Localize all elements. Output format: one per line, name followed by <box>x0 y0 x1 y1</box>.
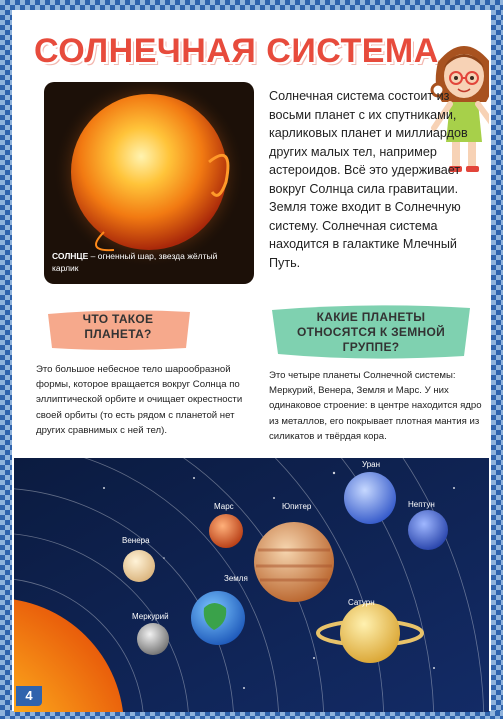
q1-heading: ЧТО ТАКОЕ ПЛАНЕТА? <box>82 312 154 341</box>
label-mars: Марс <box>214 502 234 511</box>
label-jupiter: Юпитер <box>282 502 312 511</box>
sun-caption-text: – огненный шар, звезда жёлтый карлик <box>52 251 218 273</box>
label-earth: Земля <box>224 574 248 583</box>
jupiter-planet <box>254 522 334 602</box>
checkered-border-left <box>0 0 12 719</box>
mars-planet <box>209 514 243 548</box>
q2-text: Это четыре планеты Солнечной системы: Меркурий, Венера, Земля и Марс. У них одинаковое строение: в центре находится ядро из металлов, его покрывает плотная мантия из силикатов и твёрдая кора. <box>269 370 482 442</box>
label-saturn: Сатурн <box>348 598 375 607</box>
uranus-planet <box>344 472 396 524</box>
checkered-border-right <box>491 0 503 719</box>
sun-caption <box>52 250 242 274</box>
mercury-planet <box>137 623 169 655</box>
neptune-planet <box>408 510 448 550</box>
venus-planet <box>123 550 155 582</box>
solar-system-illustration <box>14 458 489 712</box>
q1-text: Это большое небесное тело шарообразной формы, которое вращается вокруг Солнца по эллиптической орбите и очищает окрестности своей орбиты (то есть рядом с планетой нет других сравнимых с ней тел). <box>36 364 243 436</box>
page-title: СОЛНЕЧНАЯ СИСТЕМА <box>34 32 439 70</box>
page-number: 4 <box>16 686 42 706</box>
label-mercury: Меркурий <box>132 612 169 621</box>
sun-caption-bold: СОЛНЦЕ <box>52 251 89 261</box>
checkered-border-bottom <box>0 711 503 719</box>
label-venus: Венера <box>122 536 150 545</box>
intro-paragraph: Солнечная система состоит из восьми планет с их спутниками, карликовых планет и миллиардов других малых тел, например астероидов. Всё это удерживает вокруг Солнца сила гравитации. Земля тоже входит в Солнечную систему. Солнечная система находится в галактике Млечный Путь. <box>269 89 468 270</box>
saturn-planet <box>340 603 400 663</box>
label-neptune: Нептун <box>408 500 435 509</box>
label-uranus: Уран <box>362 460 381 469</box>
q2-heading: КАКИЕ ПЛАНЕТЫ ОТНОСЯТСЯ К ЗЕМНОЙ ГРУППЕ? <box>296 310 446 354</box>
checkered-border-top <box>0 0 503 10</box>
